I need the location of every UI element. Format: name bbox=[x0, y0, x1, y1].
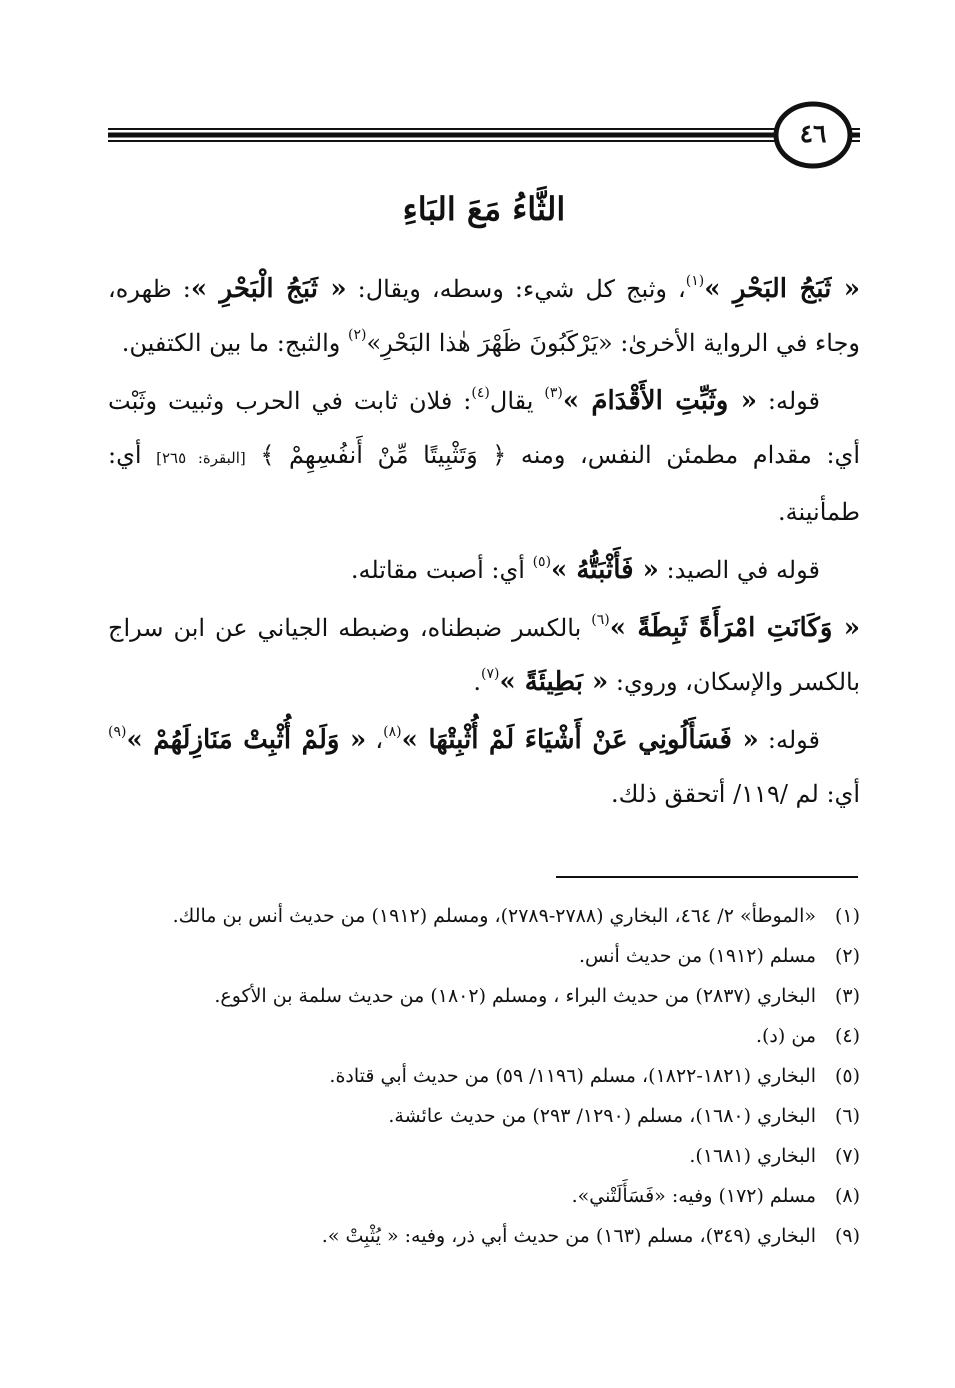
body-text: يقال bbox=[489, 387, 545, 415]
footnote-ref: (٨) bbox=[383, 724, 402, 740]
footnote-item bbox=[108, 936, 860, 976]
footnote-ref: (٥) bbox=[532, 554, 552, 570]
footnote-item bbox=[108, 1016, 860, 1056]
paragraph-4 bbox=[108, 601, 860, 709]
footnote-item bbox=[108, 1056, 860, 1096]
body-text: أي: لم /١١٩/ أتحقق ذلك. bbox=[610, 780, 860, 808]
footnote-item bbox=[108, 1136, 860, 1176]
footnote-ref: (٩) bbox=[108, 724, 127, 740]
footnote-number: (٨) bbox=[834, 1185, 860, 1207]
body-text: . bbox=[473, 668, 481, 696]
body-text: ، bbox=[366, 726, 384, 754]
main-text bbox=[108, 262, 860, 825]
footnote-number: (٤) bbox=[834, 1025, 860, 1047]
footnote-ref: (٢) bbox=[348, 327, 367, 343]
footnote-ref: (٦) bbox=[591, 612, 610, 628]
quoted-term: « بَطِيئَةً » bbox=[499, 667, 609, 697]
quoted-term: « وَكَانَتِ امْرَأَةً ثَبِطَةً » bbox=[609, 613, 860, 643]
body-text: والثبج: ما بين الكتفين. bbox=[121, 329, 349, 357]
paragraph-3 bbox=[108, 543, 860, 597]
paragraph-5 bbox=[108, 713, 860, 821]
footnote-separator bbox=[556, 876, 858, 878]
body-text: أي: أصبت مقاتله. bbox=[350, 556, 533, 584]
body-text: قوله في الصيد: bbox=[658, 556, 820, 584]
footnote-ref: (٧) bbox=[480, 666, 500, 682]
page-number: ٤٦ bbox=[799, 119, 827, 148]
footnotes bbox=[108, 896, 860, 1256]
footnote-number: (٦) bbox=[834, 1105, 860, 1127]
section-title: الثَّاءُ مَعَ البَاءِ bbox=[402, 190, 566, 228]
body-text: أي: طمأنينة. bbox=[108, 441, 860, 526]
body-text: : ظهره، وجاء في الرواية الأخرىٰ: bbox=[108, 275, 860, 357]
quran-verse: ﴿ وَتَثْبِيتًا مِّنْ أَنفُسِهِمْ ﴾ bbox=[260, 441, 507, 469]
paragraph-2 bbox=[108, 374, 860, 539]
quoted-term: « ثَبَجُ الْبَحْرِ » bbox=[190, 274, 347, 304]
footnote-item bbox=[108, 896, 860, 936]
footnote-text: البخاري (٢٨٣٧) من حديث البراء ، ومسلم (١٨٠٢) من حديث سلمة بن الأكوع. bbox=[214, 985, 816, 1007]
footnote-number: (٣) bbox=[834, 985, 860, 1007]
footnote-number: (١) bbox=[834, 905, 860, 927]
quoted-term: « وَلَمْ أُثْبِتْ مَنَازِلَهُمْ » bbox=[126, 725, 367, 755]
footnote-text: مسلم (١٩١٢) من حديث أنس. bbox=[578, 945, 816, 967]
body-text: قوله: bbox=[758, 726, 821, 754]
footnote-item bbox=[108, 1176, 860, 1216]
footnote-ref: (٤) bbox=[471, 385, 490, 401]
footnote-text: البخاري (١٦٨٠)، مسلم (١٢٩٠/ ٢٩٣) من حديث عائشة. bbox=[388, 1105, 816, 1127]
header-rule bbox=[108, 100, 860, 170]
footnote-ref: (١) bbox=[685, 273, 705, 289]
quoted-term: « فَأَثْبَتُّهُ » bbox=[551, 555, 659, 585]
footnote-text: «الموطأ» ٢/ ٤٦٤، البخاري (٢٧٨٨-٢٧٨٩)، ومسلم (١٩١٢) من حديث أنس بن مالك. bbox=[172, 905, 816, 927]
footnote-item bbox=[108, 1216, 860, 1256]
quoted-term: « وثَبِّتِ الأَقْدَامَ » bbox=[562, 386, 757, 416]
footnote-text: البخاري (١٦٨١). bbox=[689, 1145, 816, 1167]
body-text: قوله: bbox=[756, 387, 821, 415]
page-header bbox=[108, 100, 860, 170]
footnote-text: البخاري (٣٤٩)، مسلم (١٦٣) من حديث أبي ذر، وفيه: « يُثْبِتْ ». bbox=[321, 1225, 816, 1247]
body-text: : فلان ثابت في الحرب وثبيت وثَبْت أي: مقدام مطمئن النفس، ومنه bbox=[108, 387, 861, 469]
footnote-number: (٩) bbox=[834, 1225, 860, 1247]
footnote-item bbox=[108, 976, 860, 1016]
footnote-item bbox=[108, 1096, 860, 1136]
quoted-term: « فَسَأَلُونِي عَنْ أَشْيَاءَ لَمْ أُثْبِتْهَا » bbox=[401, 725, 759, 755]
verse-reference: [البقرة: ٢٦٥] bbox=[156, 449, 246, 467]
quoted-term: «يَرْكَبُونَ ظَهْرَ هٰذا البَحْرِ» bbox=[366, 329, 613, 357]
footnote-text: البخاري (١٨٢١-١٨٢٢)، مسلم (١١٩٦/ ٥٩) من حديث أبي قتادة. bbox=[329, 1065, 816, 1087]
body-text: ، وثبج كل شيء: وسطه، ويقال: bbox=[346, 275, 686, 303]
quoted-term: « ثَبَجُ البَحْرِ » bbox=[704, 274, 860, 304]
footnote-text: مسلم (١٧٢) وفيه: «فَسَأَلَتْني». bbox=[571, 1185, 816, 1207]
paragraph-1 bbox=[108, 262, 860, 370]
footnote-ref: (٣) bbox=[544, 385, 563, 401]
footnote-number: (٥) bbox=[834, 1065, 860, 1087]
body-text: بالكسر ضبطناه، وضبطه الجياني عن ابن سراج بالكسر والإسكان، وروي: bbox=[108, 614, 860, 696]
footnote-text: من (د). bbox=[755, 1025, 816, 1047]
footnote-number: (٢) bbox=[834, 945, 860, 967]
footnote-number: (٧) bbox=[834, 1145, 860, 1167]
